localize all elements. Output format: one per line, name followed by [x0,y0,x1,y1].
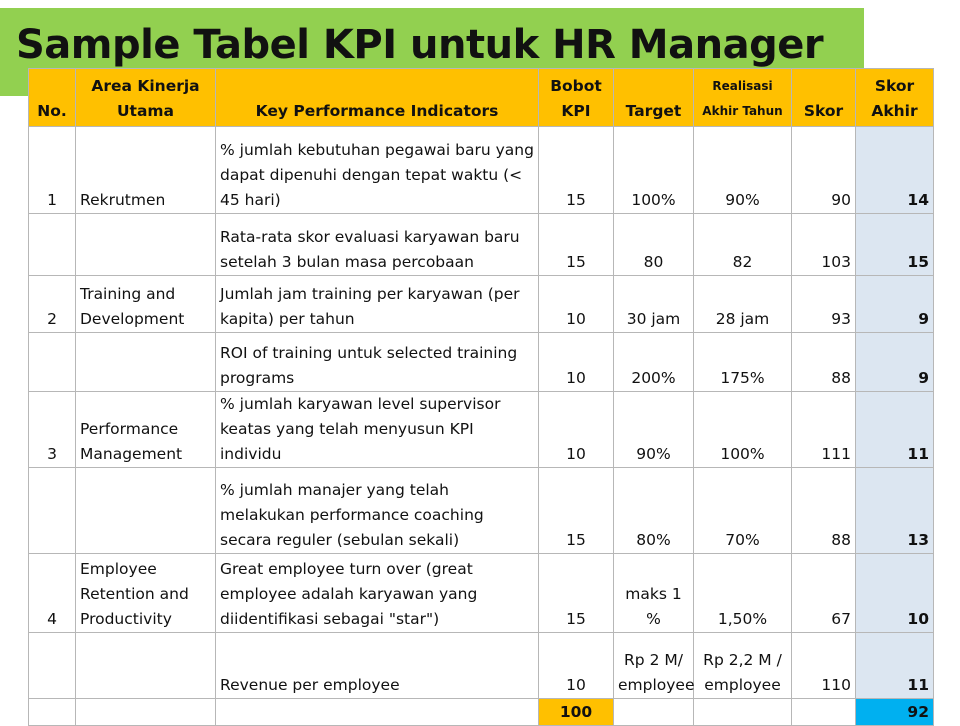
total-empty-cell [792,699,856,726]
total-empty-cell [614,699,694,726]
cell-bobot: 15 [539,214,614,276]
cell-realisasi: 100% [694,392,792,468]
cell-target: Rp 2 M/ employee [614,633,694,699]
table-row [29,554,934,633]
cell-skor-akhir: 15 [856,214,934,276]
cell-area [76,333,216,392]
cell-realisasi: 82 [694,214,792,276]
cell-bobot: 10 [539,392,614,468]
cell-target: 100% [614,127,694,214]
header-no: No. [29,69,76,127]
cell-skor: 111 [792,392,856,468]
cell-skor: 90 [792,127,856,214]
table-row [29,214,934,276]
cell-kpi: ROI of training untuk selected training programs [216,333,539,392]
header-area-line2: Utama [116,102,175,120]
cell-kpi: Jumlah jam training per karyawan (per kapita) per tahun [216,276,539,333]
cell-realisasi: 70% [694,468,792,554]
cell-skor-akhir: 14 [856,127,934,214]
total-skor-akhir: 92 [856,699,934,726]
cell-realisasi: 1,50% [694,554,792,633]
total-empty-cell [76,699,216,726]
cell-skor-akhir: 11 [856,633,934,699]
cell-skor-akhir: 11 [856,392,934,468]
cell-realisasi: Rp 2,2 M / employee [694,633,792,699]
cell-bobot: 10 [539,633,614,699]
cell-target: 80% [614,468,694,554]
cell-realisasi: 175% [694,333,792,392]
total-empty-cell [694,699,792,726]
cell-no: 4 [29,554,76,633]
cell-kpi: Rata-rata skor evaluasi karyawan baru setelah 3 bulan masa percobaan [216,214,539,276]
cell-area [76,214,216,276]
cell-area: Employee Retention and Productivity [76,554,216,633]
table-row [29,333,934,392]
header-skor-akhir [856,69,934,127]
header-bobot-line2: KPI [561,102,591,120]
total-bobot: 100 [539,699,614,726]
cell-target: 80 [614,214,694,276]
cell-skor: 103 [792,214,856,276]
cell-skor-akhir: 9 [856,333,934,392]
cell-skor-akhir: 10 [856,554,934,633]
cell-skor: 93 [792,276,856,333]
cell-kpi: Great employee turn over (great employee adalah karyawan yang diidentifikasi sebagai "star") [216,554,539,633]
cell-kpi: % jumlah manajer yang telah melakukan performance coaching secara reguler (sebulan sekali) [216,468,539,554]
cell-no [29,633,76,699]
cell-no: 1 [29,127,76,214]
header-bobot-line1: Bobot [550,77,602,95]
cell-realisasi: 90% [694,127,792,214]
cell-area: Performance Management [76,392,216,468]
header-bobot [539,69,614,127]
cell-no: 2 [29,276,76,333]
cell-target: 90% [614,392,694,468]
cell-no [29,333,76,392]
header-realisasi [694,69,792,127]
table-row [29,276,934,333]
cell-target: 30 jam [614,276,694,333]
table-row [29,127,934,214]
cell-no [29,214,76,276]
header-realisasi-line2: Akhir Tahun [702,104,783,118]
table-row [29,468,934,554]
cell-skor: 88 [792,468,856,554]
cell-skor: 88 [792,333,856,392]
header-realisasi-line1: Realisasi [712,79,773,93]
total-row [29,699,934,726]
header-row [29,69,934,127]
cell-skor: 110 [792,633,856,699]
total-empty-cell [216,699,539,726]
cell-area: Training and Development [76,276,216,333]
cell-realisasi: 28 jam [694,276,792,333]
header-target: Target [614,69,694,127]
cell-kpi: % jumlah kebutuhan pegawai baru yang dapat dipenuhi dengan tepat waktu (< 45 hari) [216,127,539,214]
cell-bobot: 15 [539,468,614,554]
table-row [29,392,934,468]
cell-target: maks 1 % [614,554,694,633]
table-row [29,633,934,699]
cell-area [76,468,216,554]
header-area [76,69,216,127]
cell-bobot: 10 [539,276,614,333]
kpi-table [28,68,934,726]
cell-skor-akhir: 9 [856,276,934,333]
cell-target: 200% [614,333,694,392]
cell-bobot: 15 [539,554,614,633]
cell-skor-akhir: 13 [856,468,934,554]
cell-skor: 67 [792,554,856,633]
total-empty-cell [29,699,76,726]
header-skor-akhir-line1: Skor [874,77,915,95]
cell-kpi: Revenue per employee [216,633,539,699]
cell-bobot: 15 [539,127,614,214]
header-skor: Skor [792,69,856,127]
cell-no: 3 [29,392,76,468]
cell-area: Rekrutmen [76,127,216,214]
header-skor-akhir-line2: Akhir [871,102,918,120]
cell-kpi: % jumlah karyawan level supervisor keatas yang telah menyusun KPI individu [216,392,539,468]
header-area-line1: Area Kinerja [91,77,200,95]
cell-area [76,633,216,699]
page-title: Sample Tabel KPI untuk HR Manager [16,22,824,68]
cell-bobot: 10 [539,333,614,392]
header-kpi: Key Performance Indicators [216,69,539,127]
cell-no [29,468,76,554]
